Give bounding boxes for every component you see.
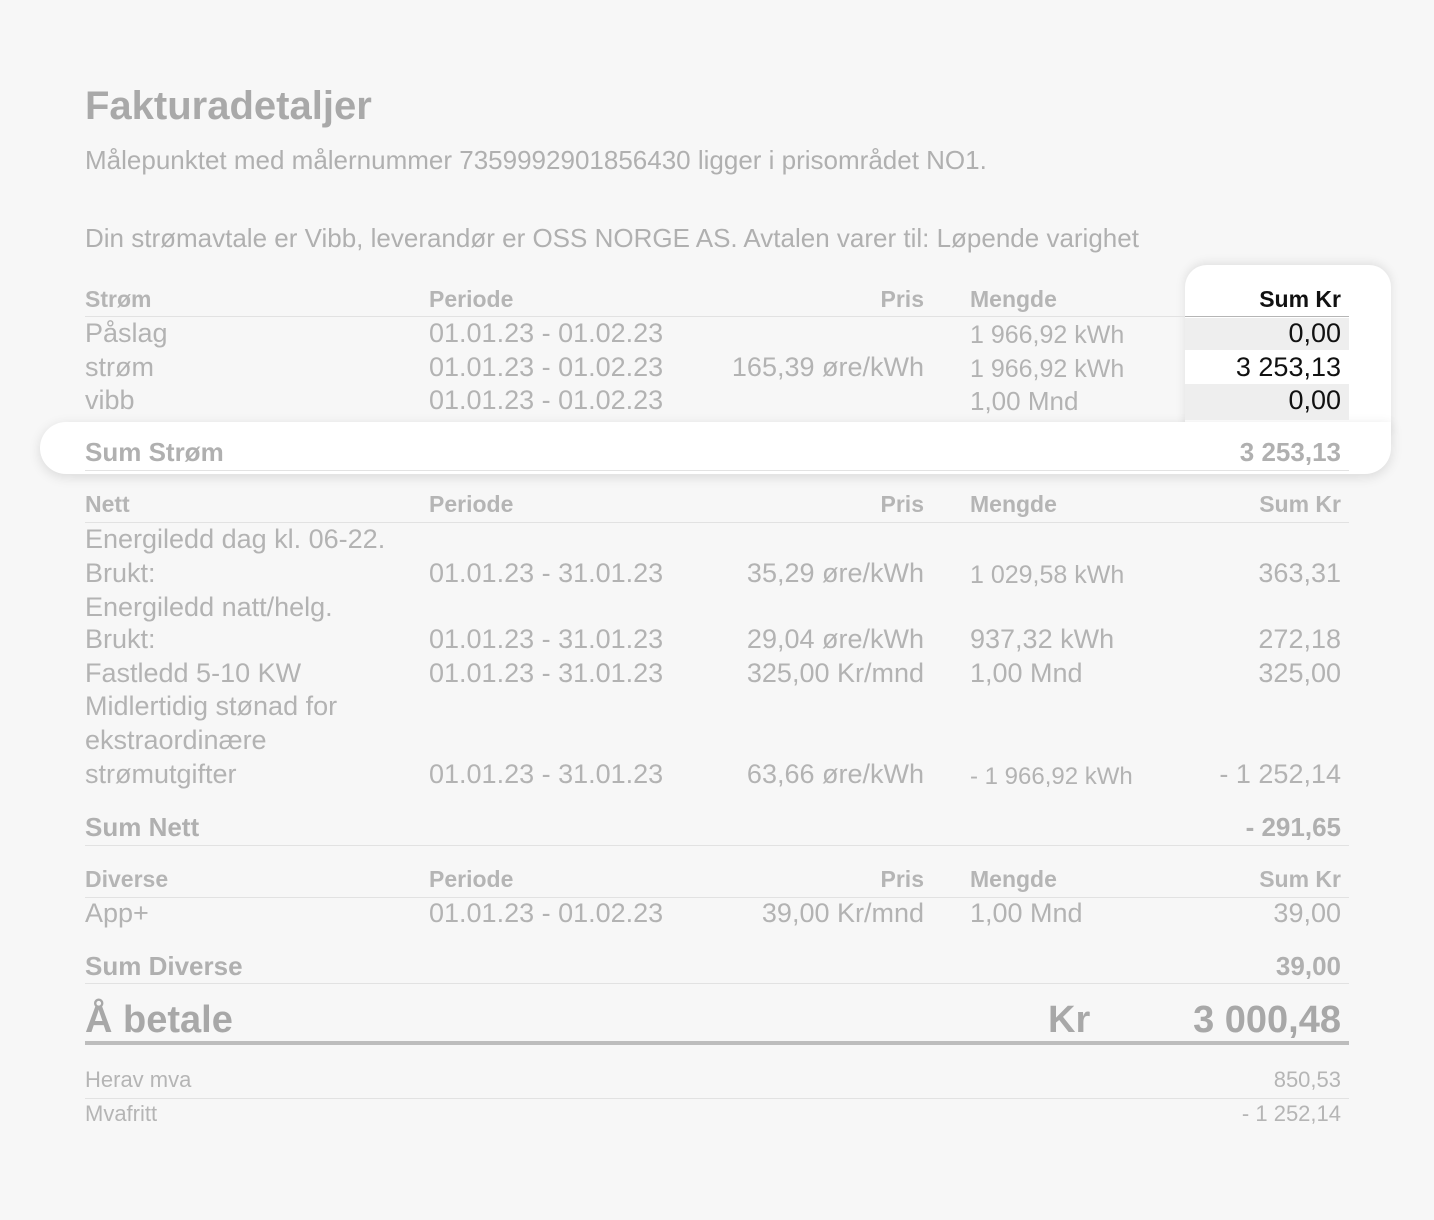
- diverse-sum-value: 39,00: [1275, 951, 1341, 981]
- vat-label: Herav mva: [85, 1067, 192, 1092]
- nett-row-qty: 937,32 kWh: [970, 624, 1115, 654]
- strom-row-period: 01.01.23 - 01.02.23: [429, 385, 664, 415]
- nett-sum-label: Sum Nett: [85, 812, 200, 842]
- nett-row-qty: 1 029,58 kWh: [970, 561, 1125, 589]
- nett-header-price: Pris: [880, 491, 924, 517]
- total-currency: Kr: [1048, 999, 1091, 1041]
- nett-sum-value: - 291,65: [1245, 812, 1341, 842]
- vat-free-value: - 1 252,14: [1241, 1101, 1341, 1126]
- strom-row-label: Påslag: [85, 318, 168, 348]
- nett-row-sum: 325,00: [1258, 658, 1341, 688]
- diverse-row-qty: 1,00 Mnd: [970, 898, 1083, 928]
- divider: [85, 845, 1349, 846]
- strom-row-sum: 0,00: [1288, 385, 1341, 415]
- strom-row-qty: 1 966,92 kWh: [970, 321, 1125, 349]
- divider: [85, 522, 1349, 523]
- total-value: 3 000,48: [1193, 999, 1341, 1041]
- vat-free-label: Mvafritt: [85, 1101, 158, 1126]
- total-label: Å betale: [85, 999, 233, 1041]
- nett-row-sum: 363,31: [1258, 558, 1341, 588]
- diverse-header-sum: Sum Kr: [1259, 866, 1341, 892]
- divider: [85, 983, 1349, 984]
- strom-header-sum: Sum Kr: [1259, 286, 1341, 312]
- divider: [85, 1098, 1349, 1099]
- strom-row-label: strøm: [85, 352, 154, 382]
- strom-header-price: Pris: [880, 286, 924, 312]
- strom-row-label: vibb: [85, 385, 135, 415]
- nett-row-label: strømutgifter: [85, 759, 237, 789]
- strom-sum-value: 3 253,13: [1239, 437, 1341, 467]
- strom-header-qty: Mengde: [970, 286, 1057, 312]
- nett-header-period: Periode: [429, 491, 514, 517]
- nett-row-price: 325,00 Kr/mnd: [746, 658, 924, 688]
- total-divider: [85, 1041, 1349, 1045]
- nett-row-sum: 272,18: [1258, 624, 1341, 654]
- strom-sum-label: Sum Strøm: [85, 437, 224, 467]
- diverse-header-period: Periode: [429, 866, 514, 892]
- nett-row-period: 01.01.23 - 31.01.23: [429, 624, 664, 654]
- nett-row-label: Energiledd dag kl. 06-22.: [85, 524, 386, 554]
- divider: [1185, 316, 1349, 317]
- vat-value: 850,53: [1273, 1067, 1341, 1092]
- nett-row-sum: - 1 252,14: [1219, 759, 1341, 789]
- nett-row-label: Energiledd natt/helg.: [85, 592, 333, 622]
- diverse-header-label: Diverse: [85, 866, 169, 892]
- nett-row-period: 01.01.23 - 31.01.23: [429, 759, 664, 789]
- strom-row-period: 01.01.23 - 01.02.23: [429, 318, 664, 348]
- strom-row-sum: 0,00: [1288, 318, 1341, 348]
- meter-info: Målepunktet med målernummer 7359992901856430 ligger i prisområdet NO1.: [85, 145, 987, 175]
- agreement-info: Din strømavtale er Vibb, leverandør er OSS NORGE AS. Avtalen varer til: Løpende varighet: [85, 223, 1139, 253]
- page-title: Fakturadetaljer: [85, 84, 372, 128]
- nett-row-label: Brukt:: [85, 558, 156, 588]
- nett-row-label: Midlertidig stønad for: [85, 691, 338, 721]
- nett-header-qty: Mengde: [970, 491, 1057, 517]
- diverse-header-qty: Mengde: [970, 866, 1057, 892]
- divider: [85, 316, 1185, 317]
- diverse-header-price: Pris: [880, 866, 924, 892]
- nett-row-price: 63,66 øre/kWh: [746, 759, 924, 789]
- nett-row-qty: 1,00 Mnd: [970, 658, 1083, 688]
- nett-row-qty: - 1 966,92 kWh: [970, 763, 1133, 790]
- strom-row-qty: 1,00 Mnd: [970, 386, 1079, 416]
- strom-row-sum: 3 253,13: [1235, 352, 1341, 382]
- diverse-row-period: 01.01.23 - 01.02.23: [429, 898, 664, 928]
- nett-row-price: 35,29 øre/kWh: [746, 558, 924, 588]
- divider: [85, 470, 1349, 471]
- diverse-row-price: 39,00 Kr/mnd: [761, 898, 924, 928]
- divider: [85, 897, 1349, 898]
- strom-row-qty: 1 966,92 kWh: [970, 355, 1125, 383]
- strom-header-label: Strøm: [85, 286, 152, 312]
- sum-strom-highlight: [40, 422, 1391, 474]
- nett-row-label: Fastledd 5-10 KW: [85, 658, 302, 688]
- nett-header-sum: Sum Kr: [1259, 491, 1341, 517]
- strom-header-period: Periode: [429, 286, 514, 312]
- strom-row-price: 165,39 øre/kWh: [731, 352, 924, 382]
- strom-row-period: 01.01.23 - 01.02.23: [429, 352, 664, 382]
- nett-row-period: 01.01.23 - 31.01.23: [429, 558, 664, 588]
- nett-row-label: Brukt:: [85, 624, 156, 654]
- nett-row-period: 01.01.23 - 31.01.23: [429, 658, 664, 688]
- diverse-row-label: App+: [85, 898, 149, 928]
- nett-row-label: ekstraordinære: [85, 725, 267, 755]
- nett-header-label: Nett: [85, 491, 130, 517]
- nett-row-price: 29,04 øre/kWh: [746, 624, 924, 654]
- diverse-row-sum: 39,00: [1273, 898, 1341, 928]
- diverse-sum-label: Sum Diverse: [85, 951, 243, 981]
